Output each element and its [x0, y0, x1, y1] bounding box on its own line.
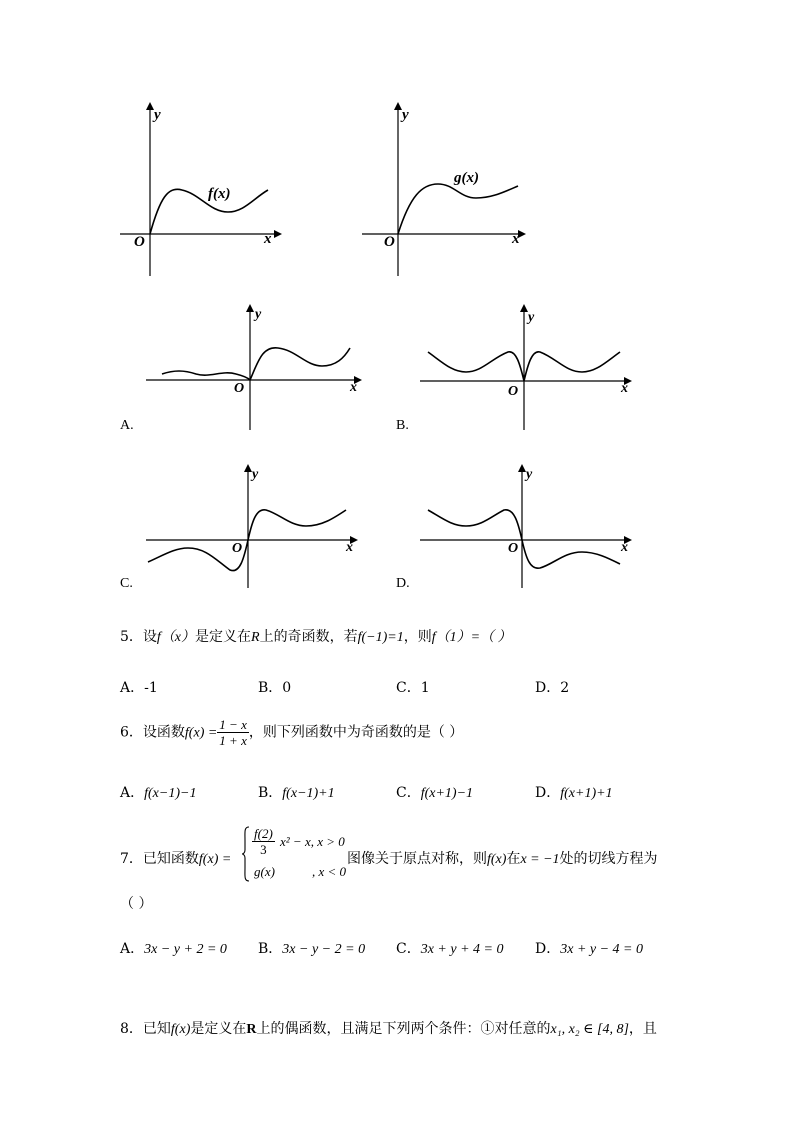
q5-condition: f(−1)=1 [357, 630, 404, 645]
q8-R: R [246, 1022, 257, 1037]
q6-text-a: 设函数 [142, 724, 185, 741]
y-arrow-icon [146, 102, 154, 110]
q8-text-b: 是定义在 [190, 1021, 247, 1037]
x-label: x [512, 231, 520, 247]
y-arrow-icon [518, 464, 526, 472]
option-d-graph [416, 460, 641, 595]
q7-piece1-den: 3 [260, 842, 267, 857]
q5-text-d: ，则 [403, 629, 432, 645]
question-5 [120, 626, 512, 646]
q6-choice-d [535, 782, 613, 802]
q7-paren: （ ） [120, 896, 153, 912]
q7-tail [347, 848, 658, 868]
choice-letter: B． [258, 785, 283, 801]
choice-letter: C． [396, 785, 421, 801]
q7-choice-d [535, 938, 643, 958]
q6-numerator: 1 − x [219, 717, 247, 732]
q5-choice-a: A．-1 [120, 680, 158, 696]
q7-choice-a [120, 938, 227, 958]
option-d-curve [428, 510, 620, 568]
choice-expr: f(x−1)−1 [144, 786, 197, 801]
q6-number: 6． [120, 724, 143, 741]
q6-choice-a [120, 782, 196, 802]
choice-expr: f(x−1)+1 [282, 786, 335, 801]
option-a-curve [162, 348, 350, 380]
q7-number: 7． [120, 851, 143, 867]
q7-choice-b [258, 938, 365, 958]
x-label: x [264, 231, 272, 247]
choice-expr: 3x + y − 4 = 0 [560, 942, 644, 957]
q6-text-b: ，则下列函数中为奇函数的是（ ） [248, 724, 464, 741]
choice-letter: A． [120, 785, 145, 801]
x-label: x [350, 380, 357, 395]
q7-text-d: 处的切线方程为 [559, 851, 658, 867]
x-arrow-icon [274, 230, 282, 238]
q8-text-d: ，且 [628, 1021, 657, 1037]
x-label: x [621, 540, 628, 555]
choice-letter: C． [396, 941, 421, 957]
option-b-letter: B. [396, 418, 409, 433]
q5-text-b: 是定义在 [195, 629, 252, 645]
q5-number: 5． [120, 629, 143, 645]
q6-choice-c [396, 782, 473, 802]
choice-letter: B． [258, 941, 283, 957]
q7-piece2: g(x) [254, 864, 275, 879]
curve-label: g(x) [454, 170, 479, 186]
choice-letter: D． [535, 941, 561, 957]
y-label: y [526, 467, 533, 482]
figure-f [110, 98, 290, 280]
q8-number: 8． [120, 1021, 143, 1037]
y-arrow-icon [394, 102, 402, 110]
choice-expr: f(x+1)−1 [420, 786, 474, 801]
q5-choice-d: D．2 [535, 680, 570, 696]
choice-expr: 3x + y + 4 = 0 [420, 942, 504, 957]
y-label: y [252, 467, 259, 482]
origin-label: O [134, 234, 145, 250]
y-label: y [402, 107, 409, 123]
y-label: y [255, 307, 262, 322]
x-label: x [621, 381, 628, 396]
origin-label: O [232, 541, 243, 556]
choice-expr: 3x − y + 2 = 0 [144, 942, 227, 957]
q7-choice-c [396, 938, 504, 958]
origin-label: O [234, 381, 245, 396]
y-label: y [528, 310, 535, 325]
q7-text-b: 图像关于原点对称，则 [347, 851, 487, 867]
q5-choice-c: C．1 [396, 680, 430, 696]
origin-label: O [508, 384, 519, 399]
choice-letter: A． [120, 941, 145, 957]
q6-fx-eq: f(x) = [184, 725, 218, 741]
option-b-graph [416, 300, 641, 435]
x-label: x [346, 540, 353, 555]
origin-label: O [508, 541, 519, 556]
origin-label: O [384, 234, 395, 250]
q7-piece2-cond: , x < 0 [312, 864, 347, 879]
question-8 [120, 1018, 657, 1038]
option-c-graph [140, 460, 370, 595]
q7-text-c: 在 [506, 851, 521, 867]
option-a-graph [140, 300, 370, 435]
q7-brace-icon [241, 826, 251, 882]
choice-expr: f(x+1)+1 [560, 786, 613, 801]
q6-choice-b [258, 782, 335, 802]
q7-piece1-fraction [252, 826, 275, 857]
q5-ask: f（1）=（ ） [431, 630, 512, 645]
option-d-letter: D. [396, 576, 410, 591]
y-arrow-icon [520, 304, 528, 312]
q5-text-a: 设 [142, 629, 157, 645]
option-c-letter: C. [120, 576, 133, 591]
q8-fx: f(x) [170, 1022, 191, 1037]
q5-choice-b: B．0 [258, 680, 292, 696]
q7-lead [120, 848, 231, 868]
y-arrow-icon [244, 464, 252, 472]
q8-text-c: 上的偶函数，且满足下列两个条件：①对任意的 [256, 1021, 551, 1037]
option-a-letter: A. [120, 418, 134, 433]
figure-g [358, 98, 538, 280]
q7-piece1-rest: x² − x, x > 0 [280, 834, 345, 849]
q7-fx-eq: f(x) = [198, 852, 232, 867]
y-label: y [154, 107, 161, 123]
q7-at: x = −1 [520, 852, 560, 867]
curve-label: f(x) [208, 186, 231, 202]
q5-text-c: 上的奇函数，若 [259, 629, 358, 645]
question-6 [120, 717, 463, 748]
choice-expr: 3x − y − 2 = 0 [282, 942, 366, 957]
q7-text-a: 已知函数 [142, 851, 199, 867]
q7-fx: f(x) [487, 852, 507, 867]
y-arrow-icon [246, 304, 254, 312]
q8-vars: x₁, x₂ ∈ [4, 8] [550, 1022, 629, 1037]
q6-fraction [217, 717, 249, 748]
q7-piece1-num: f(2) [254, 826, 273, 841]
q5-R: R [251, 630, 260, 645]
q5-fx: f（x） [156, 630, 196, 645]
choice-letter: D． [535, 785, 561, 801]
q8-text-a: 已知 [142, 1021, 171, 1037]
q6-denominator: 1 + x [219, 733, 247, 748]
g-curve [398, 184, 518, 234]
